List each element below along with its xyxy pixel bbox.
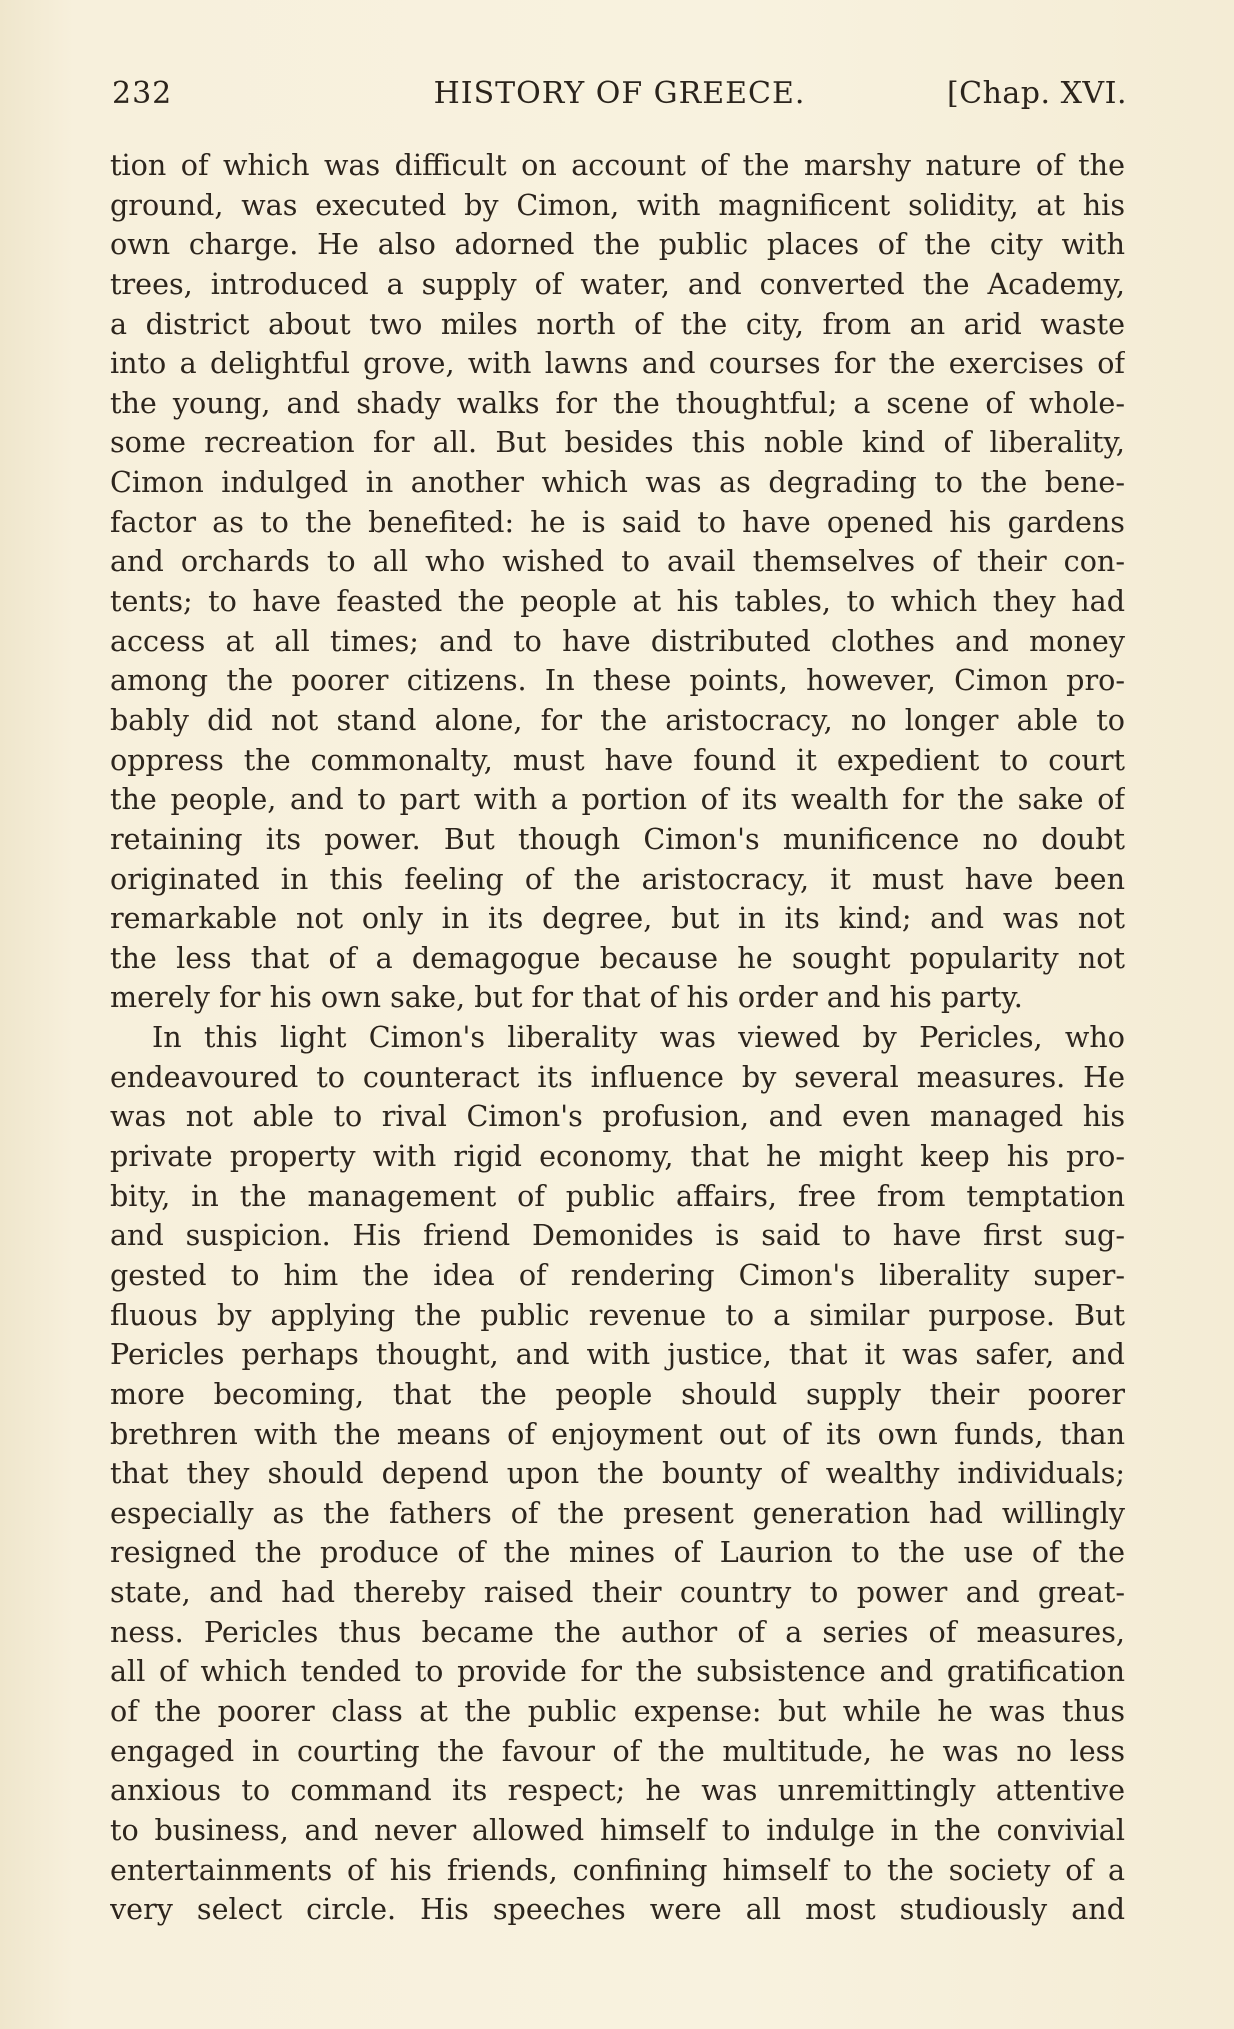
chapter-reference: [Chap. XVI. (946, 76, 1127, 111)
text-line: ground, was executed by Cimon, with magnificent solidity, at his (110, 187, 1125, 222)
text-line: the young, and shady walks for the thoughtful; a scene of whole- (110, 385, 1125, 420)
text-line: and suspicion. His friend Demonides is said to have first sug- (110, 1218, 1125, 1253)
text-line: trees, introduced a supply of water, and converted the Academy, (110, 266, 1125, 301)
text-line: entertainments of his friends, confining himself to the society of a (110, 1852, 1125, 1887)
text-line: resigned the produce of the mines of Laurion to the use of the (110, 1535, 1125, 1570)
text-line: among the poorer citizens. In these points, however, Cimon pro- (110, 663, 1125, 698)
text-line: into a delightful grove, with lawns and courses for the exercises of (110, 346, 1125, 381)
text-line: and orchards to all who wished to avail themselves of their con- (110, 544, 1125, 579)
text-line: fluous by applying the public revenue to a similar purpose. But (110, 1297, 1125, 1332)
text-line: all of which tended to provide for the subsistence and gratification (110, 1654, 1125, 1689)
text-line: was not able to rival Cimon's profusion, and even managed his (110, 1099, 1125, 1134)
text-line: endeavoured to counteract its influence by several measures. He (110, 1059, 1125, 1094)
text-line: remarkable not only in its degree, but in its kind; and was not (110, 901, 1125, 936)
text-line: the people, and to part with a portion of its wealth for the sake of (110, 782, 1125, 817)
text-line: of the poorer class at the public expense: but while he was thus (110, 1693, 1125, 1728)
text-line: private property with rigid economy, that he might keep his pro- (110, 1139, 1125, 1174)
text-line: that they should depend upon the bounty of wealthy individuals; (110, 1456, 1125, 1491)
text-line: especially as the fathers of the present generation had willingly (110, 1495, 1125, 1530)
page-number: 232 (112, 76, 173, 111)
text-line: to business, and never allowed himself to indulge in the convivial (110, 1812, 1125, 1847)
text-line: gested to him the idea of rendering Cimon's liberality super- (110, 1257, 1125, 1292)
text-line: own charge. He also adorned the public places of the city with (110, 227, 1125, 262)
text-line: ness. Pericles thus became the author of a series of measures, (110, 1614, 1125, 1649)
text-line: brethren with the means of enjoyment out of its own funds, than (110, 1416, 1125, 1451)
text-line: Pericles perhaps thought, and with justice, that it was safer, and (110, 1337, 1125, 1372)
body-text (110, 146, 1125, 1930)
paragraph-end-line: merely for his own sake, but for that of his order and his party. (110, 980, 1023, 1015)
text-line: retaining its power. But though Cimon's munificence no doubt (110, 821, 1125, 856)
text-line: oppress the commonalty, must have found it expedient to court (110, 742, 1125, 777)
text-line: anxious to command its respect; he was unremittingly attentive (110, 1773, 1125, 1808)
text-line: factor as to the benefited: he is said to have opened his gardens (110, 504, 1125, 539)
text-line: state, and had thereby raised their country to power and great- (110, 1575, 1125, 1610)
text-line: more becoming, that the people should supply their poorer (110, 1376, 1125, 1411)
text-line: tion of which was difficult on account of the marshy nature of the (110, 148, 1125, 182)
text-line: bably did not stand alone, for the aristocracy, no longer able to (110, 702, 1125, 737)
paragraph-start-line: In this light Cimon's liberality was viewed by Pericles, who (152, 1020, 1125, 1055)
text-line: some recreation for all. But besides this noble kind of liberality, (110, 425, 1125, 460)
text-line: tents; to have feasted the people at his tables, to which they had (110, 584, 1125, 619)
text-line: originated in this feeling of the aristocracy, it must have been (110, 861, 1125, 896)
text-line: a district about two miles north of the city, from an arid waste (110, 306, 1125, 341)
text-line: Cimon indulged in another which was as degrading to the bene- (110, 465, 1125, 500)
running-title: HISTORY OF GREECE. (433, 76, 806, 111)
text-line: the less that of a demagogue because he sought popularity not (110, 940, 1125, 975)
text-line: very select circle. His speeches were all most studiously and (110, 1892, 1125, 1927)
text-line: engaged in courting the favour of the multitude, he was no less (110, 1733, 1125, 1768)
text-line: access at all times; and to have distributed clothes and money (110, 623, 1125, 658)
text-line: bity, in the management of public affairs, free from temptation (110, 1178, 1125, 1213)
running-header (112, 76, 1127, 120)
